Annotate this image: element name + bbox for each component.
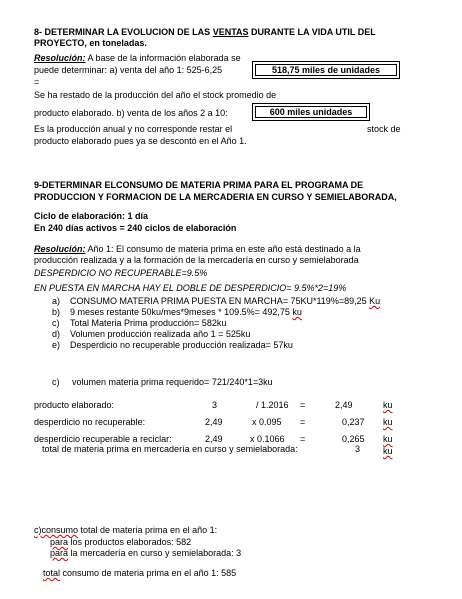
section8-line5-end: stock de bbox=[367, 124, 401, 134]
list-marker: c) bbox=[52, 377, 60, 387]
calc-equals: = bbox=[300, 417, 306, 427]
section9-title-line1: 9-DETERMINAR ELCONSUMO DE MATERIA PRIMA PARA EL PROGRAMA DE bbox=[34, 180, 364, 190]
list-marker: c) bbox=[52, 318, 60, 328]
resolution-label: Resolución: bbox=[34, 53, 86, 63]
section8-line3: Se ha restado de la producción del año el stock promedio de bbox=[34, 90, 277, 100]
section9-title-line2: PRODUCCION Y FORMACION DE LA MERCADERIA EN CURSO Y SEMIELABORADA, bbox=[34, 192, 397, 202]
desperdicio-line2: EN PUESTA EN MARCHA HAY EL DOBLE DE DESPERDICIO= 9.5%*2=19% bbox=[34, 283, 347, 293]
title-text: DURANTE LA VIDA UTIL DEL bbox=[248, 27, 376, 37]
resolution-text: A base de la información elaborada se bbox=[85, 53, 241, 63]
calc-result: 0,237 bbox=[342, 417, 365, 427]
list-item bbox=[52, 318, 226, 329]
list-text: Total Materia Prima producción= 582ku bbox=[70, 318, 227, 328]
summary-line2 bbox=[50, 537, 191, 548]
volume-line bbox=[52, 377, 273, 388]
summary-word: para bbox=[50, 548, 69, 558]
section8-line4: producto elaborado. b) venta de los años 2 a 10: bbox=[34, 108, 228, 118]
calc-label: desperdicio no recuperable: bbox=[34, 417, 146, 427]
answer-box-2-value: 600 miles unidades bbox=[255, 106, 367, 118]
answer-box-1-value: 518,75 miles de unidades bbox=[255, 64, 397, 76]
section9-resolution-line2: producción realizada y a la formación de la mercadería en curso y semielaborada bbox=[34, 255, 359, 265]
summary-text: los productos elaborados: 582 bbox=[68, 537, 192, 547]
title-text: 8- DETERMINAR LA EVOLUCION DE LAS bbox=[34, 27, 213, 37]
list-text: CONSUMO MATERIA PRIMA PUESTA EN MARCHA= 75KU*119%=89,25 bbox=[70, 296, 370, 306]
list-text: 9 meses restante 50ku/mes*9meses * 109.5%= 492,75 bbox=[70, 307, 293, 317]
list-marker: a) bbox=[52, 296, 61, 306]
list-text: Desperdicio no recuperable producción realizada= 57ku bbox=[70, 340, 293, 350]
summary-line4 bbox=[43, 568, 236, 579]
calc-operand: 2,49 bbox=[205, 417, 223, 427]
days-line: En 240 días activos = 240 ciclos de elaboración bbox=[34, 223, 237, 233]
cycle-line: Ciclo de elaboración: 1 día bbox=[34, 211, 149, 221]
list-text: Volumen producción realizada año 1 = 525ku bbox=[70, 329, 251, 339]
calc-unit: ku bbox=[383, 400, 393, 410]
calc-operation: x 0.095 bbox=[252, 417, 282, 427]
calc-label: desperdicio recuperable a reciclar: bbox=[34, 434, 172, 444]
calc-operand: 2,49 bbox=[205, 434, 223, 444]
section9-resolution-line bbox=[34, 244, 361, 255]
volume-text: volumen materia prima requerido= 721/240*1=3ku bbox=[72, 377, 273, 387]
list-unit: ku bbox=[292, 307, 302, 317]
calc-result: 0,265 bbox=[342, 434, 365, 444]
calc-equals: = bbox=[300, 434, 306, 444]
list-marker: d) bbox=[52, 329, 61, 339]
list-item bbox=[52, 307, 302, 318]
summary-word: total bbox=[43, 568, 61, 578]
calc-operation: / 1.2016 bbox=[256, 400, 289, 410]
answer-box-2 bbox=[252, 103, 370, 121]
calc-label: producto elaborado: bbox=[34, 400, 115, 410]
list-unit: Ku bbox=[369, 296, 381, 306]
list-item bbox=[52, 296, 380, 307]
title-underlined-word: VENTAS bbox=[212, 27, 249, 37]
summary-line1 bbox=[34, 525, 217, 536]
calc-equals: = bbox=[300, 400, 306, 410]
summary-text: total de materia prima en el año 1: bbox=[78, 525, 218, 535]
summary-word: c)consumo bbox=[34, 525, 79, 535]
section8-resolution-line bbox=[34, 53, 241, 64]
summary-text: consumo de materia prima en el año 1: 585 bbox=[60, 568, 237, 578]
calc-total-unit: ku bbox=[383, 446, 393, 456]
section8-title-line1 bbox=[34, 27, 376, 38]
list-item bbox=[52, 329, 250, 340]
section8-line6: producto elaborado pues ya se descontó en el Año 1. bbox=[34, 136, 247, 146]
summary-text: la mercadería en curso y semielaborada: 3 bbox=[68, 548, 242, 558]
list-marker: e) bbox=[52, 340, 61, 350]
calc-operand: 3 bbox=[212, 400, 218, 410]
answer-box-1 bbox=[252, 61, 400, 79]
resolution-label: Resolución: bbox=[34, 244, 86, 254]
summary-line3 bbox=[50, 548, 241, 559]
list-marker: b) bbox=[52, 307, 61, 317]
section8-line5: Es la producción anual y no corresponde restar el bbox=[34, 124, 233, 134]
section8-equals: = bbox=[34, 77, 40, 87]
resolution-text: Año 1: El consumo de materia prima en este año está destinado a la bbox=[85, 244, 361, 254]
summary-word: para bbox=[50, 537, 69, 547]
calc-total-label: total de materia prima en mercadería en curso y semielaborada: bbox=[42, 444, 298, 454]
section8-title-line2: PROYECTO, en toneladas. bbox=[34, 38, 147, 48]
list-item bbox=[52, 340, 293, 351]
section8-line2: puede determinar: a) venta del año 1: 525-6,25 bbox=[34, 65, 223, 75]
calc-result: 2,49 bbox=[335, 400, 353, 410]
calc-operation: x 0.1066 bbox=[250, 434, 285, 444]
calc-unit: ku bbox=[383, 417, 393, 427]
calc-unit: ku bbox=[383, 434, 393, 444]
desperdicio-line1: DESPERDICIO NO RECUPERABLE=9.5% bbox=[34, 268, 208, 278]
calc-total-result: 3 bbox=[355, 444, 361, 454]
